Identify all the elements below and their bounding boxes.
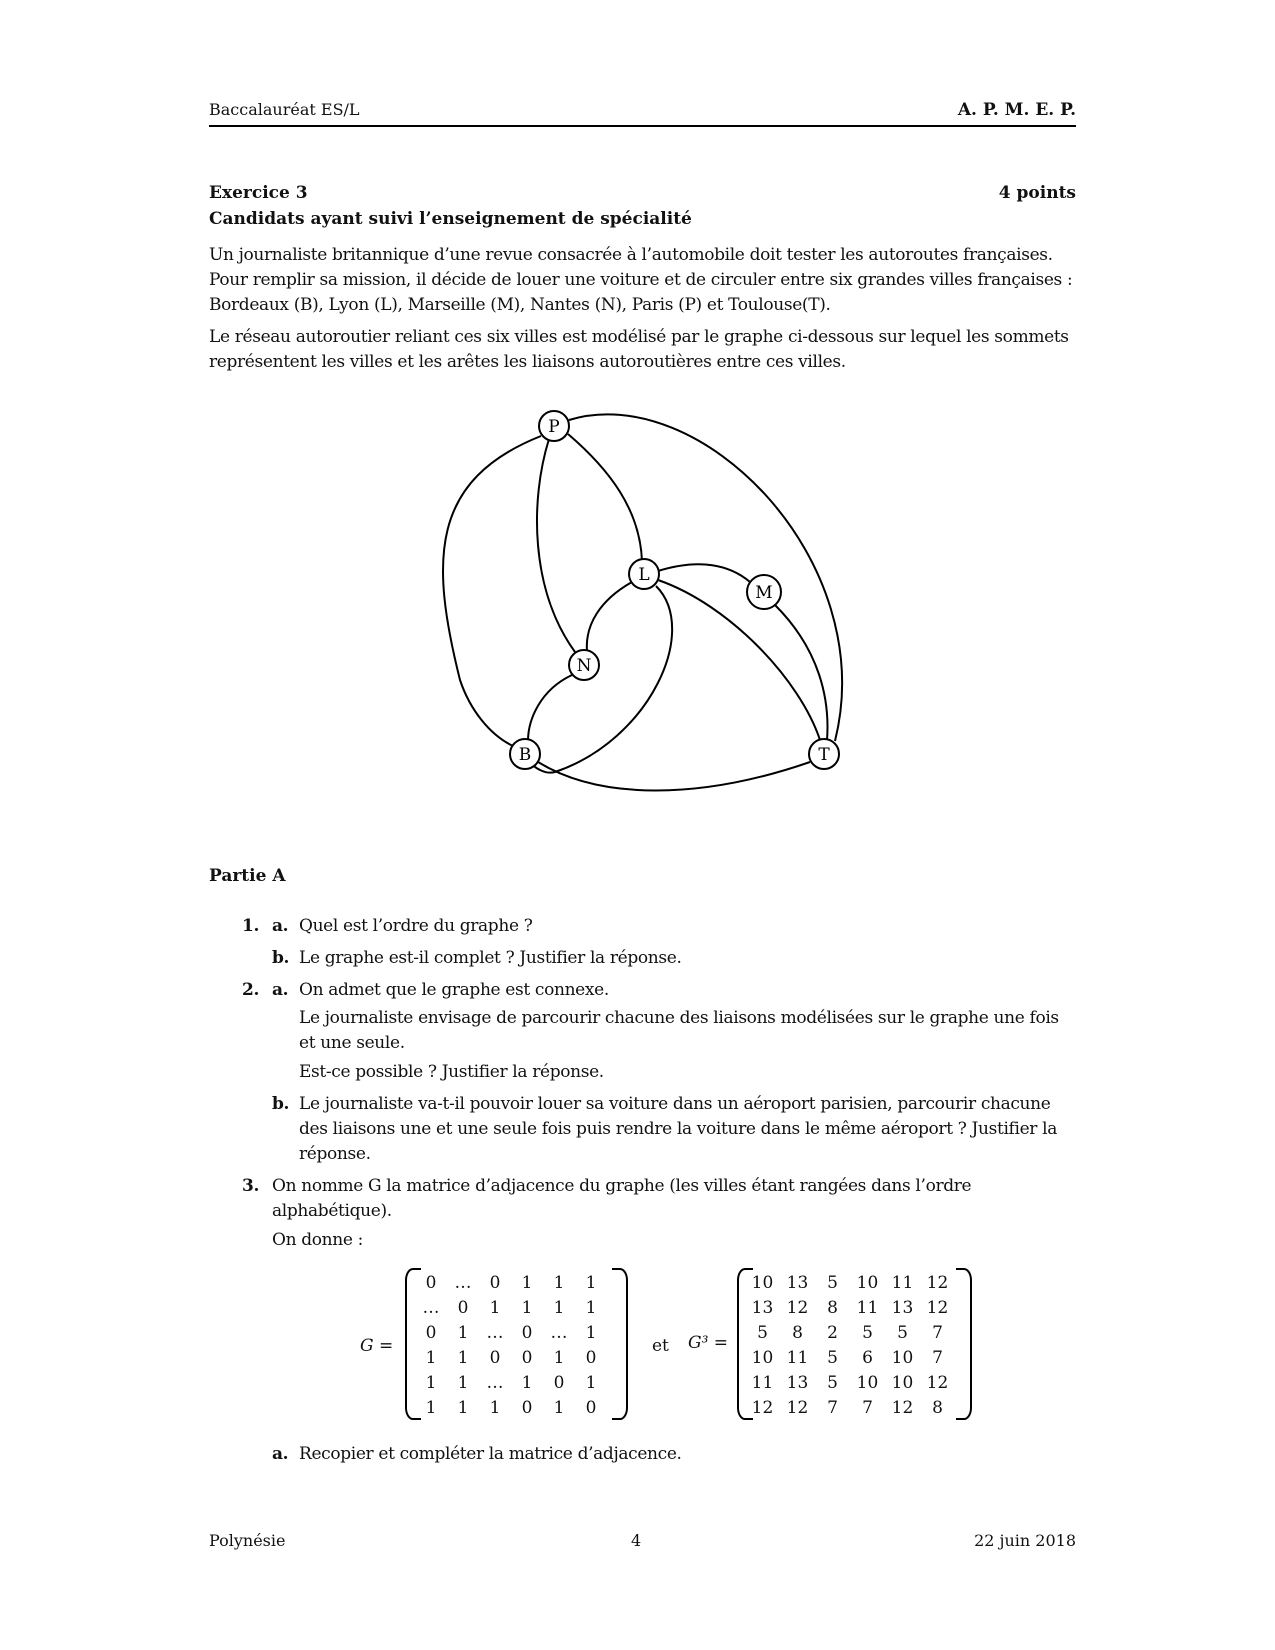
matrix-cell: 11 (856, 1297, 879, 1318)
question-3a-text: Recopier et compléter la matrice d’adjacence. (299, 1444, 682, 1464)
matrix-cell: 0 (425, 1322, 437, 1343)
matrix-row (745, 1345, 955, 1370)
svg-text:T: T (818, 745, 830, 765)
edge-L-M (658, 564, 750, 582)
matrix-cell: 10 (891, 1347, 914, 1368)
svg-text:P: P (548, 417, 560, 437)
vertex-P (539, 411, 569, 441)
matrix-g (415, 1270, 607, 1420)
question-number: 3. (242, 1176, 260, 1196)
exercise-subtitle: Candidats ayant suivi l’enseignement de spécialité (209, 209, 692, 229)
edge-P-L (568, 434, 642, 561)
matrix-cell: 11 (786, 1347, 809, 1368)
matrix-cell: 10 (751, 1272, 774, 1293)
vertex-B (510, 739, 540, 769)
svg-text:L: L (638, 565, 650, 585)
subquestion-label: a. (272, 1444, 289, 1464)
matrix-cell: 8 (827, 1297, 838, 1318)
matrix-cell: … (454, 1272, 472, 1293)
matrix-cell: 5 (862, 1322, 873, 1343)
matrix-cell: 1 (553, 1347, 565, 1368)
matrix-cell: 1 (425, 1347, 437, 1368)
question-3-text: On nomme G la matrice d’adjacence du graphe (les villes étant rangées dans l’ordre alphabétique). (272, 1176, 972, 1221)
matrix-cell: 7 (932, 1347, 943, 1368)
edge-P-T (569, 414, 842, 741)
question-2b-text: Le journaliste va-t-il pouvoir louer sa voiture dans un aéroport parisien, parcourir chacune des liaisons une et une seule fois puis rendre la voiture dans le même aéroport ? Justifier la réponse. (299, 1094, 1057, 1164)
svg-text:B: B (518, 745, 532, 765)
matrix-cell: 0 (457, 1297, 469, 1318)
matrix-row (415, 1395, 607, 1420)
matrix-cell: 7 (932, 1322, 943, 1343)
g3-label: G³ = (688, 1333, 729, 1353)
matrix-cell: 1 (521, 1372, 533, 1393)
matrix-cell: 1 (425, 1397, 437, 1418)
header-rule (209, 125, 1076, 127)
matrix-cell: 10 (891, 1372, 914, 1393)
matrix-cell: 5 (827, 1272, 838, 1293)
question-2a-text: On admet que le graphe est connexe. (299, 980, 609, 1000)
matrix-cell: 1 (489, 1297, 501, 1318)
matrix-cell: 5 (897, 1322, 908, 1343)
subquestion-label: b. (272, 1094, 290, 1114)
matrix-cell: 10 (856, 1372, 879, 1393)
vertex-L (629, 559, 659, 589)
matrix-cell: 1 (553, 1297, 565, 1318)
matrix-cell: 2 (827, 1322, 838, 1343)
matrix-cell: 13 (751, 1297, 774, 1318)
graph-description: Le réseau autoroutier reliant ces six villes est modélisé par le graphe ci-dessous sur lequel les sommets représentent les villes et les arêtes les liaisons autoroutières entre ces villes. (209, 327, 1069, 372)
matrix-cell: 0 (521, 1322, 533, 1343)
matrix-cell: 0 (489, 1272, 501, 1293)
matrix-cell: 5 (827, 1347, 838, 1368)
matrix-cell: 0 (489, 1347, 501, 1368)
matrix-cell: 1 (553, 1397, 565, 1418)
vertex-N (569, 650, 599, 680)
svg-text:M: M (755, 583, 773, 603)
matrix-row (415, 1295, 607, 1320)
matrix-cell: 1 (457, 1372, 469, 1393)
matrix-cell: 10 (751, 1347, 774, 1368)
edge-B-T (538, 762, 810, 791)
matrix-cell: 12 (926, 1372, 949, 1393)
matrix-cell: … (550, 1322, 568, 1343)
matrix-cell: 0 (521, 1397, 533, 1418)
matrix-cell: 1 (585, 1372, 597, 1393)
matrix-cell: 11 (891, 1272, 914, 1293)
matrix-cell: 1 (457, 1397, 469, 1418)
header-org: A. P. M. E. P. (957, 100, 1076, 120)
question-1a-text: Quel est l’ordre du graphe ? (299, 916, 533, 936)
matrix-g3-right-bracket (956, 1268, 972, 1420)
svg-text:N: N (576, 656, 592, 676)
subquestion-label: a. (272, 980, 289, 1000)
matrix-cell: 1 (425, 1372, 437, 1393)
matrix-cell: 12 (926, 1297, 949, 1318)
intro-paragraph: Un journaliste britannique d’une revue consacrée à l’automobile doit tester les autoroutes françaises. Pour remplir sa mission, il décide de louer une voiture et de circuler entre six grandes villes françaises : Bordeaux (B), Lyon (L), Marseille (M), Nantes (N), Paris (P) et Toulouse(T). (209, 245, 1073, 315)
matrix-row (415, 1370, 607, 1395)
question-number: 2. (242, 980, 260, 1000)
matrix-cell: 6 (862, 1347, 873, 1368)
exercise-points: 4 points (998, 183, 1076, 203)
matrix-row (745, 1370, 955, 1395)
matrix-cell: 0 (585, 1397, 597, 1418)
city-graph (440, 395, 860, 815)
matrix-row (745, 1320, 955, 1345)
matrix-row (415, 1320, 607, 1345)
matrix-g3 (745, 1270, 955, 1420)
vertex-T (809, 739, 839, 769)
footer-page-number: 4 (631, 1531, 642, 1550)
edge-L-N (587, 582, 632, 651)
et-text: et (652, 1336, 669, 1356)
g-label: G = (360, 1336, 394, 1356)
matrix-cell: 11 (751, 1372, 774, 1393)
header-title: Baccalauréat ES/L (209, 100, 360, 119)
matrix-cell: 1 (585, 1297, 597, 1318)
matrix-row (415, 1345, 607, 1370)
edge-M-T (775, 605, 827, 740)
question-1b-text: Le graphe est-il complet ? Justifier la réponse. (299, 948, 682, 968)
matrix-cell: 8 (932, 1397, 943, 1418)
matrix-cell: 12 (926, 1272, 949, 1293)
matrix-cell: 13 (786, 1372, 809, 1393)
question-2a-detail: Le journaliste envisage de parcourir chacune des liaisons modélisées sur le graphe une fois et une seule. (299, 1008, 1059, 1053)
matrix-row (415, 1270, 607, 1295)
on-donne-text: On donne : (272, 1230, 363, 1250)
matrix-cell: 0 (553, 1372, 565, 1393)
matrix-row (745, 1295, 955, 1320)
matrix-g-right-bracket (612, 1268, 628, 1420)
matrix-cell: 7 (862, 1397, 873, 1418)
exercise-title: Exercice 3 (209, 183, 308, 203)
matrix-cell: 5 (827, 1372, 838, 1393)
matrix-cell: 7 (827, 1397, 838, 1418)
matrix-cell: 12 (786, 1297, 809, 1318)
matrix-cell: … (422, 1297, 440, 1318)
matrix-cell: 1 (585, 1322, 597, 1343)
matrix-cell: 1 (521, 1297, 533, 1318)
edge-P-N (537, 439, 575, 652)
matrix-row (745, 1395, 955, 1420)
matrix-cell: 8 (792, 1322, 803, 1343)
matrix-cell: 0 (521, 1347, 533, 1368)
matrix-cell: 1 (489, 1397, 501, 1418)
matrix-cell: … (486, 1372, 504, 1393)
question-number: 1. (242, 916, 260, 936)
matrix-cell: 13 (786, 1272, 809, 1293)
footer-location: Polynésie (209, 1531, 286, 1550)
edge-L-T (658, 580, 820, 740)
matrix-cell: 12 (786, 1397, 809, 1418)
matrix-cell: 0 (425, 1272, 437, 1293)
matrix-cell: 13 (891, 1297, 914, 1318)
matrix-cell: 1 (553, 1272, 565, 1293)
matrix-row (745, 1270, 955, 1295)
matrix-cell: 1 (521, 1272, 533, 1293)
matrix-cell: 5 (757, 1322, 768, 1343)
question-2a-ask: Est-ce possible ? Justifier la réponse. (299, 1062, 604, 1082)
matrix-cell: 1 (457, 1347, 469, 1368)
subquestion-label: a. (272, 916, 289, 936)
matrix-cell: 1 (457, 1322, 469, 1343)
edge-P-B (443, 436, 541, 746)
matrix-cell: 12 (751, 1397, 774, 1418)
matrix-cell: 10 (856, 1272, 879, 1293)
vertex-M (747, 575, 781, 609)
subquestion-label: b. (272, 948, 290, 968)
section-title: Partie A (209, 866, 286, 886)
matrix-cell: 0 (585, 1347, 597, 1368)
matrix-cell: … (486, 1322, 504, 1343)
matrix-cell: 1 (585, 1272, 597, 1293)
matrix-cell: 12 (891, 1397, 914, 1418)
edge-N-B (528, 675, 572, 741)
footer-date: 22 juin 2018 (974, 1531, 1076, 1550)
